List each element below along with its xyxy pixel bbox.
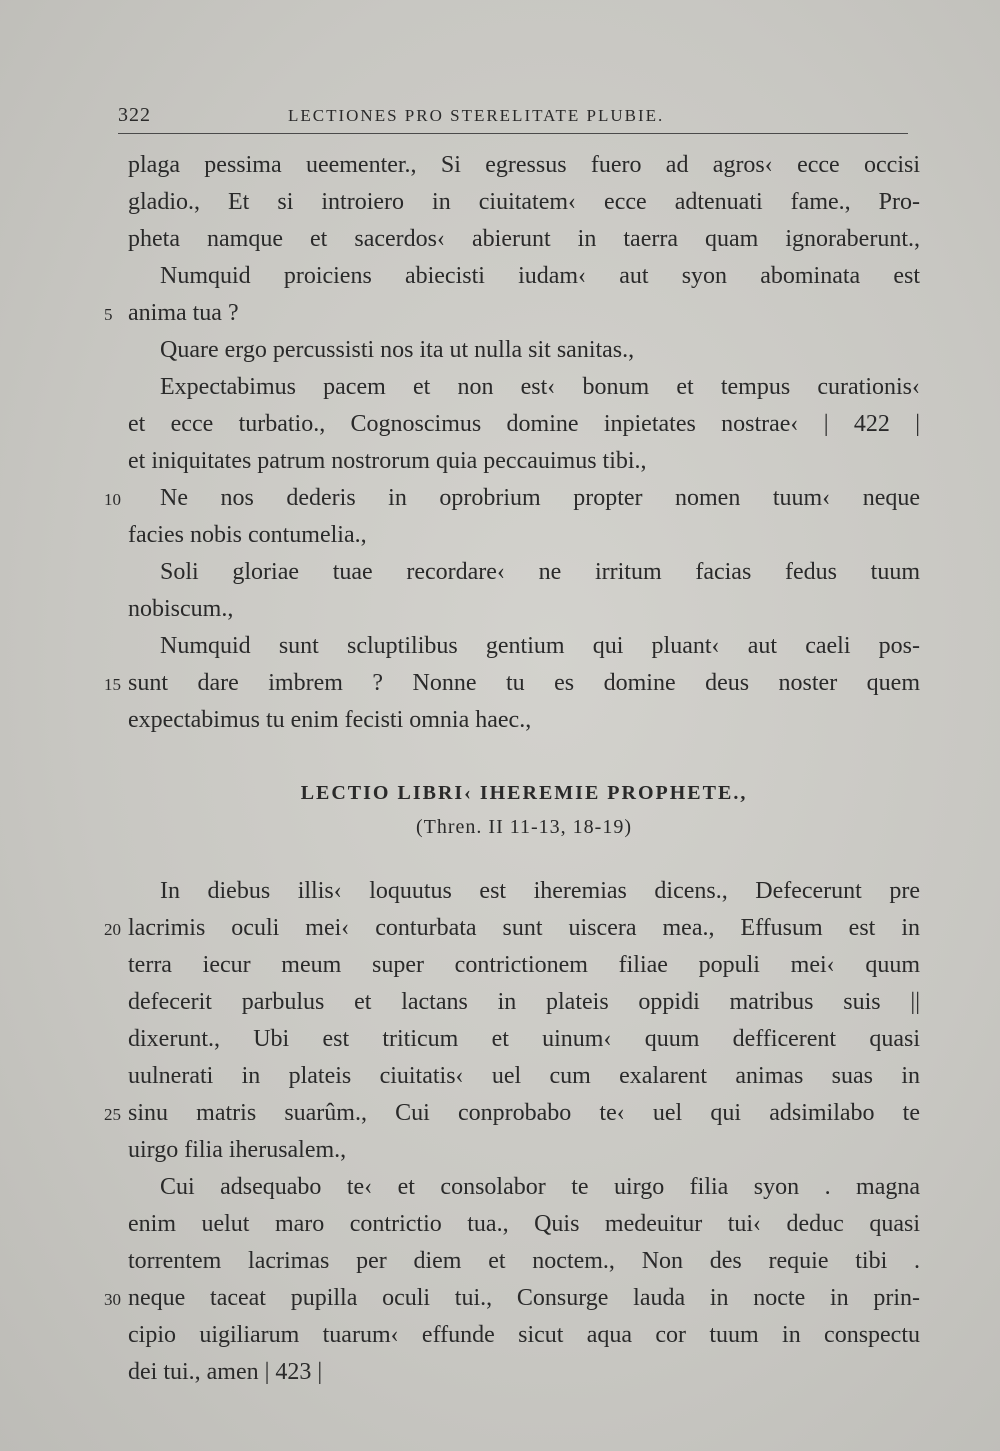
page-number: 322 — [118, 104, 151, 126]
text-line: expectabimus tu enim fecisti omnia haec., — [128, 707, 532, 733]
line-number: 5 — [104, 305, 113, 324]
text-line: neque taceat pupilla oculi tui., Consurge lauda in nocte in prin- — [128, 1285, 920, 1311]
text-line: plaga pessima ueementer., Si egressus fuero ad agros‹ ecce occisi — [128, 152, 920, 178]
text-line: Cui adsequabo te‹ et consolabor te uirgo filia syon . magna — [160, 1174, 920, 1200]
text-line: cipio uigiliarum tuarum‹ effunde sicut aqua cor tuum in conspectu — [128, 1322, 920, 1348]
text-line: et iniquitates patrum nostrorum quia peccauimus tibi., — [128, 448, 647, 474]
text-line: terra iecur meum super contrictionem filiae populi mei‹ quum — [128, 952, 920, 978]
text-line: Numquid proiciens abiecisti iudam‹ aut syon abominata est — [160, 263, 920, 289]
text-line: lacrimis oculi mei‹ conturbata sunt uiscera mea., Effusum est in — [128, 915, 920, 941]
line-number: 10 — [104, 490, 121, 509]
text-line: dixerunt., Ubi est triticum et uinum‹ quum defficerent quasi — [128, 1026, 920, 1052]
text-line: Quare ergo percussisti nos ita ut nulla sit sanitas., — [160, 337, 635, 363]
section-heading: LECTIO LIBRI‹ IHEREMIE PROPHETE., — [300, 782, 748, 804]
text-line: sunt dare imbrem ? Nonne tu es domine deus noster quem — [128, 670, 920, 696]
header-rule — [118, 133, 908, 134]
section-subheading: (Thren. II 11-13, 18-19) — [416, 816, 632, 838]
text-line: dei tui., amen | 423 | — [128, 1359, 323, 1385]
text-line: Numquid sunt scluptilibus gentium qui pluant‹ aut caeli pos- — [160, 633, 920, 659]
text-line: sinu matris suarûm., Cui conprobabo te‹ uel qui adsimilabo te — [128, 1100, 920, 1126]
text-line: anima tua ? — [128, 300, 239, 326]
text-line: pheta namque et sacerdos‹ abierunt in taerra quam ignoraberunt., — [128, 226, 920, 252]
text-line: enim uelut maro contrictio tua., Quis medeuitur tui‹ deduc quasi — [128, 1211, 920, 1237]
text-line: defecerit parbulus et lactans in plateis oppidi matribus suis || — [128, 989, 920, 1015]
text-line: torrentem lacrimas per diem et noctem., Non des requie tibi . — [128, 1248, 920, 1274]
line-number: 25 — [104, 1105, 121, 1124]
text-line: uirgo filia iherusalem., — [128, 1137, 347, 1163]
running-title: LECTIONES PRO STERELITATE PLUBIE. — [288, 106, 665, 125]
text-line: Expectabimus pacem et non est‹ bonum et tempus curationis‹ — [160, 374, 920, 400]
line-number: 20 — [104, 920, 121, 939]
page-header — [118, 100, 908, 134]
text-line: Ne nos dederis in oprobrium propter nomen tuum‹ neque — [160, 485, 920, 511]
text-line: nobiscum., — [128, 596, 234, 622]
text-line: facies nobis contumelia., — [128, 522, 367, 548]
text-line: In diebus illis‹ loquutus est iheremias dicens., Defecerunt pre — [160, 878, 920, 904]
text-line: et ecce turbatio., Cognoscimus domine inpietates nostrae‹ | 422 | — [128, 411, 920, 437]
text-line: gladio., Et si introiero in ciuitatem‹ ecce adtenuati fame., Pro- — [128, 189, 920, 215]
line-number: 30 — [104, 1290, 121, 1309]
text-line: uulnerati in plateis ciuitatis‹ uel cum exalarent animas suas in — [128, 1063, 920, 1089]
line-number: 15 — [104, 675, 121, 694]
text-line: Soli gloriae tuae recordare‹ ne irritum facias fedus tuum — [160, 559, 920, 585]
